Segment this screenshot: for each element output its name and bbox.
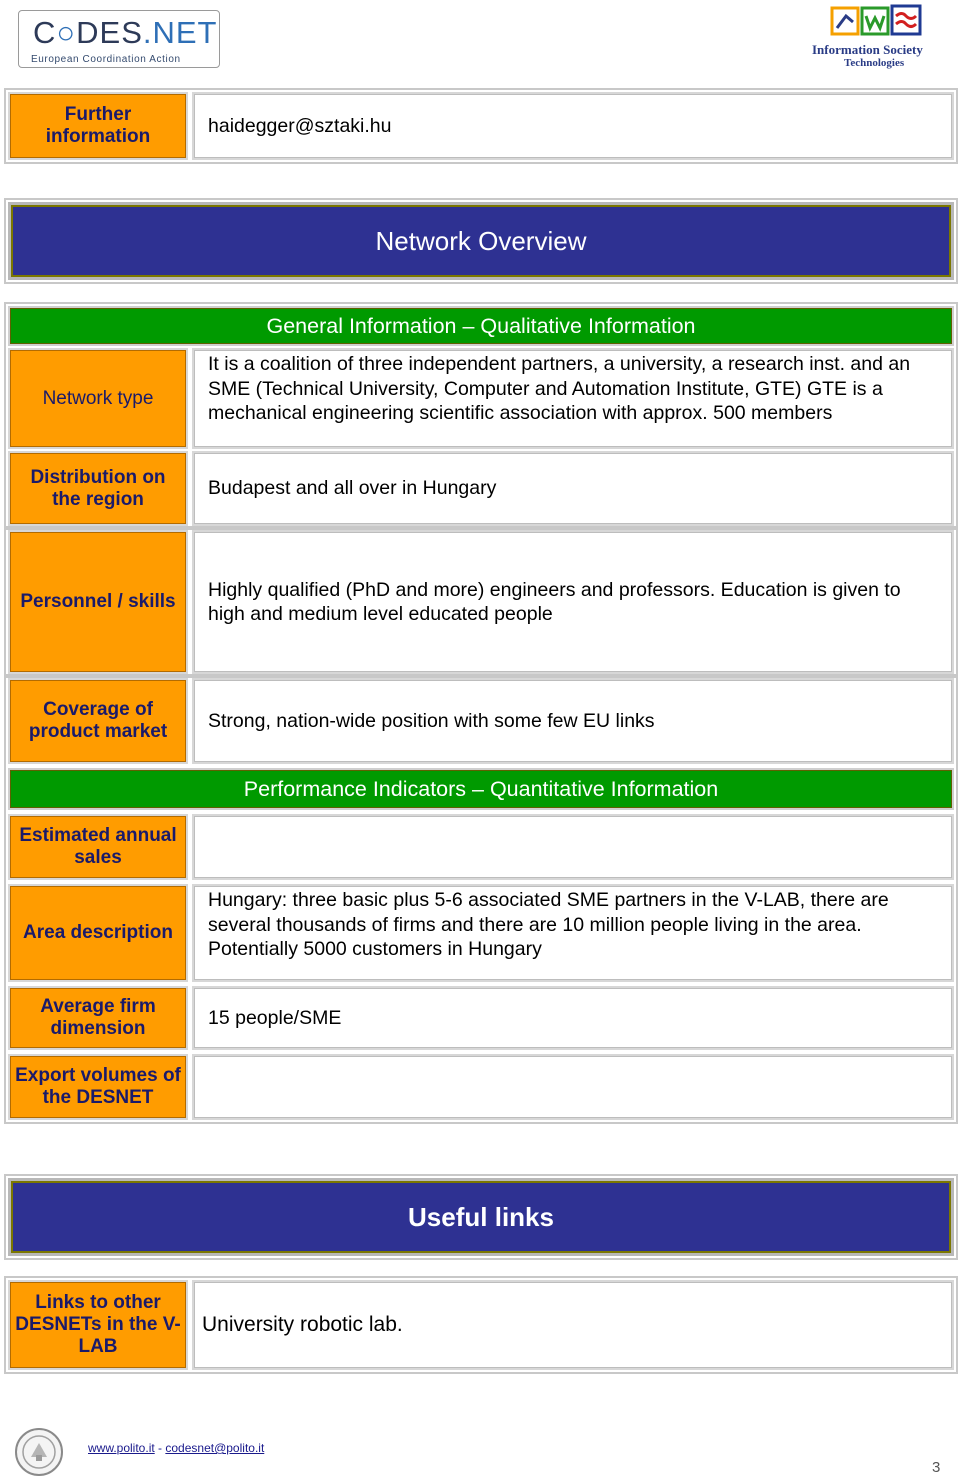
network-type-label: Network type: [8, 348, 188, 449]
personnel-value: Highly qualified (PhD and more) engineers and professors. Education is given to high and medium level educated people: [192, 530, 954, 674]
network-type-value: It is a coalition of three independent partners, a university, a research inst. and an SME (Technical University, Computer and Automation Institute, GTE) GTE is a mechanical engineering scientific association with approx. 500 members: [192, 348, 954, 449]
network-overview-banner: Network Overview: [8, 202, 954, 280]
distribution-label: Distribution on the region: [8, 451, 188, 526]
coverage-value: Strong, nation-wide position with some few EU links: [192, 678, 954, 764]
estimated-sales-label: Estimated annual sales: [8, 814, 188, 880]
personnel-label: Personnel / skills: [8, 530, 188, 674]
ist-logo: Information Society Technologies: [808, 2, 948, 72]
codesnet-email-link[interactable]: codesnet@polito.it: [165, 1441, 265, 1455]
polito-link[interactable]: www.polito.it: [88, 1441, 155, 1455]
export-volumes-label: Export volumes of the DESNET: [8, 1054, 188, 1120]
coverage-label: Coverage of product market: [8, 678, 188, 764]
codes-net-tagline: European Coordination Action: [31, 54, 181, 65]
firm-dimension-label: Average firm dimension: [8, 986, 188, 1050]
footer-links: [88, 1441, 264, 1455]
links-to-desnets-label: Links to other DESNETs in the V-LAB: [8, 1280, 188, 1370]
area-description-label: Area description: [8, 884, 188, 982]
estimated-sales-value: [192, 814, 954, 880]
page-number: 3: [932, 1459, 941, 1476]
codes-net-logo: [18, 10, 220, 68]
export-volumes-value: [192, 1054, 954, 1120]
footer-separator: -: [154, 1441, 166, 1455]
links-to-desnets-value: University robotic lab.: [192, 1280, 954, 1370]
performance-header: Performance Indicators – Quantitative Information: [8, 768, 954, 810]
distribution-value: Budapest and all over in Hungary: [192, 451, 954, 526]
area-description-value: Hungary: three basic plus 5-6 associated SME partners in the V-LAB, there are several thousands of firms and there are 10 million people living in the area. Potentially 5000 customers in Hungary: [192, 884, 954, 982]
polito-seal-icon: [14, 1427, 64, 1477]
general-info-header: General Information – Qualitative Information: [8, 306, 954, 346]
further-info-label: Further information: [8, 92, 188, 160]
codes-net-wordmark: C○DES.NET: [33, 15, 218, 50]
firm-dimension-value: 15 people/SME: [192, 986, 954, 1050]
ist-logo-mark-icon: [808, 2, 948, 42]
useful-links-banner: Useful links: [8, 1178, 954, 1256]
further-info-value: haidegger@sztaki.hu: [192, 92, 954, 160]
